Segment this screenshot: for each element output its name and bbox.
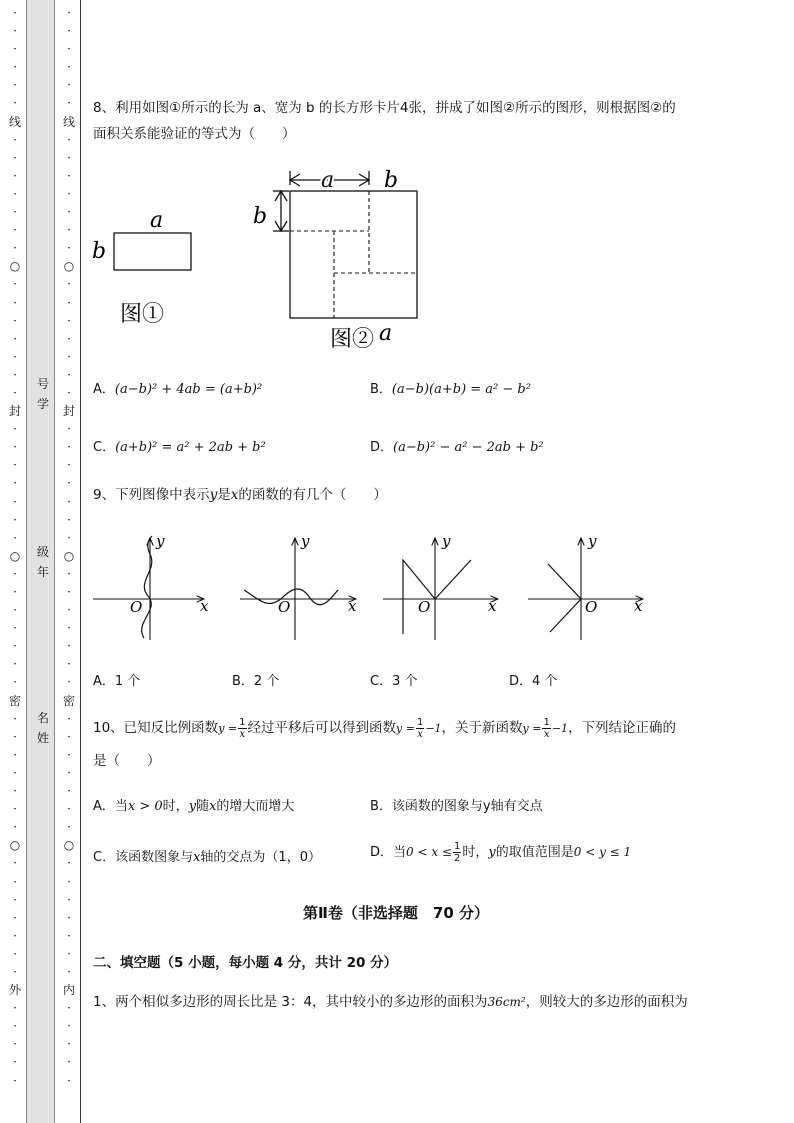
fill-q1-post: ，则较大的多边形的面积为 xyxy=(525,994,688,1010)
margin-label: 外 xyxy=(8,983,21,998)
margin-dot: · xyxy=(67,946,71,961)
margin-circle: ○ xyxy=(9,548,21,563)
margin-dot: · xyxy=(67,42,71,57)
option-a-post: 的增大而增大 xyxy=(216,799,295,814)
margin-dot: · xyxy=(67,96,71,111)
x-axis-label: x xyxy=(488,597,497,615)
margin-dot: · xyxy=(67,223,71,238)
option-c-x: x xyxy=(193,850,201,865)
margin-dot: · xyxy=(13,277,17,292)
margin-dot: · xyxy=(13,422,17,437)
margin-dot: · xyxy=(67,639,71,654)
field-char: 级 xyxy=(36,545,49,559)
graph-2 xyxy=(240,532,357,640)
y-axis-label: y xyxy=(442,532,451,550)
option-expression: (a−b)(a+b) = a² − b² xyxy=(391,382,531,397)
option-d-mid: 时， xyxy=(462,845,489,860)
margin-dot: · xyxy=(67,657,71,672)
margin-dot: · xyxy=(13,928,17,943)
q8-text-line2: 面积关系能验证的等式为（ ） xyxy=(93,126,296,142)
field-char: 学 xyxy=(36,397,49,411)
margin-dot: · xyxy=(13,820,17,835)
margin-dot: · xyxy=(67,349,71,364)
fig1-label-a: a xyxy=(150,208,164,233)
margin-dot: · xyxy=(13,512,17,527)
field-char xyxy=(34,374,52,414)
margin-label: 封 xyxy=(8,404,21,419)
margin-dot: · xyxy=(13,205,17,220)
margin-label: 内 xyxy=(62,983,75,998)
margin-dot: · xyxy=(67,1037,71,1052)
margin-dot: · xyxy=(13,675,17,690)
margin-dot: · xyxy=(13,313,17,328)
option-d-range: 0 < y ≤ 1 xyxy=(573,845,632,859)
graph-1 xyxy=(93,532,209,640)
option-d-post: 的取值范围是 xyxy=(495,845,574,860)
y-axis-label: y xyxy=(301,532,310,550)
margin-dot: · xyxy=(67,295,71,310)
y-axis-label: y xyxy=(588,532,597,550)
margin-dot: · xyxy=(13,440,17,455)
margin-dot: · xyxy=(67,331,71,346)
margin-dot: · xyxy=(13,458,17,473)
margin-dot: · xyxy=(67,385,71,400)
option-a-cond: x > 0 xyxy=(127,799,163,814)
margin-dot: · xyxy=(13,168,17,183)
margin-dot: · xyxy=(67,168,71,183)
field-name xyxy=(34,708,52,748)
origin-label: O xyxy=(278,598,291,616)
margin-dot: · xyxy=(67,458,71,473)
q10-option-c[interactable] xyxy=(93,846,321,865)
fraction-denominator: x xyxy=(239,728,246,740)
fig1-rectangle xyxy=(114,233,191,270)
fig2-label-b-top: b xyxy=(384,168,399,193)
margin-dot: · xyxy=(13,1001,17,1016)
q9-text-mid: 是 xyxy=(217,487,231,503)
fraction-denominator: x xyxy=(543,728,550,740)
fill-q1-area: 36cm² xyxy=(487,995,526,1009)
fig2-label-a-top: a xyxy=(321,168,335,193)
margin-dot: · xyxy=(67,132,71,147)
margin-dot: · xyxy=(13,60,17,75)
q8-option-b[interactable] xyxy=(370,378,531,397)
margin-dot: · xyxy=(13,42,17,57)
option-c-post: 轴的交点为（1，0） xyxy=(200,850,321,865)
fig1-label-b: b xyxy=(92,239,107,264)
q10-option-d[interactable] xyxy=(370,838,631,867)
margin-dot: · xyxy=(67,422,71,437)
margin-dot: · xyxy=(13,349,17,364)
margin-dot: · xyxy=(13,150,17,165)
q9-option-d[interactable]: D．4 个 xyxy=(509,674,558,689)
fraction-numerator: 1 xyxy=(416,716,424,728)
margin-dot: · xyxy=(67,24,71,39)
field-grade xyxy=(34,542,52,582)
margin-dot: · xyxy=(13,729,17,744)
q9-option-c[interactable]: C．3 个 xyxy=(370,674,418,689)
margin-dot: · xyxy=(13,603,17,618)
margin-dot: · xyxy=(13,331,17,346)
margin-dot: · xyxy=(67,964,71,979)
margin-dot: · xyxy=(13,186,17,201)
margin-circle: ○ xyxy=(63,838,75,853)
margin-dot: · xyxy=(67,313,71,328)
outer-dotted-column xyxy=(8,4,22,1090)
option-c-pre: C．该函数图象与 xyxy=(93,850,194,865)
q10-eq3-right: −1 xyxy=(551,722,569,735)
margin-dot: · xyxy=(13,910,17,925)
field-char: 姓 xyxy=(36,731,49,745)
y-axis-label: y xyxy=(156,532,165,550)
margin-dot: · xyxy=(13,711,17,726)
fill-q1-text: 1、两个相似多边形的周长比是 3：4，其中较小的多边形的面积为 xyxy=(93,994,488,1010)
margin-dot: · xyxy=(67,6,71,20)
q8-figure-2 xyxy=(248,163,428,353)
margin-dot: · xyxy=(67,765,71,780)
option-label: C． xyxy=(93,440,116,455)
margin-dot: · xyxy=(13,856,17,871)
margin-dot: · xyxy=(67,874,71,889)
fig2-label-b-left: b xyxy=(253,204,268,229)
option-d-pre: D．当 xyxy=(370,845,407,860)
binding-line xyxy=(80,0,81,1123)
margin-dot: · xyxy=(13,295,17,310)
q10-part4: ，下列结论正确的 xyxy=(568,720,677,736)
margin-label: 密 xyxy=(62,693,75,708)
margin-dot: · xyxy=(67,928,71,943)
margin-dot: · xyxy=(13,765,17,780)
margin-dot: · xyxy=(13,223,17,238)
margin-dot: · xyxy=(67,1055,71,1070)
fraction-denominator: x xyxy=(417,728,423,740)
margin-dot: · xyxy=(67,729,71,744)
binding-margin xyxy=(0,0,84,1123)
q8-figure-1 xyxy=(88,205,203,330)
margin-dot: · xyxy=(67,585,71,599)
q8-option-c[interactable] xyxy=(93,436,266,455)
margin-dot: · xyxy=(13,1055,17,1070)
option-d-fraction xyxy=(453,841,461,864)
margin-dot: · xyxy=(13,78,17,93)
margin-label: 封 xyxy=(62,404,75,419)
q10-eq3-left: y = xyxy=(522,722,542,735)
field-char xyxy=(34,708,52,748)
margin-dot: · xyxy=(67,241,71,256)
margin-circle: ○ xyxy=(9,259,21,274)
margin-dot: · xyxy=(67,747,71,762)
margin-dot: · xyxy=(67,60,71,75)
q10-eq1-fraction xyxy=(238,717,246,740)
margin-dot: · xyxy=(13,1073,17,1088)
margin-dot: · xyxy=(67,530,71,545)
fig2-caption: 图② xyxy=(330,327,375,352)
origin-label: O xyxy=(585,598,598,616)
margin-dot: · xyxy=(67,1001,71,1016)
margin-dot: · xyxy=(13,747,17,762)
margin-label: 线 xyxy=(62,114,75,129)
q9-option-b[interactable]: B．2 个 xyxy=(232,674,280,689)
margin-dot: · xyxy=(67,711,71,726)
margin-dot: · xyxy=(13,802,17,817)
margin-dot: · xyxy=(13,946,17,961)
margin-dot: · xyxy=(13,892,17,907)
margin-circle: ○ xyxy=(63,548,75,563)
graph-3 xyxy=(383,532,498,640)
margin-circle: ○ xyxy=(63,259,75,274)
margin-dot: · xyxy=(67,856,71,871)
margin-dot: · xyxy=(13,530,17,545)
x-axis-label: x xyxy=(200,597,209,615)
margin-dot: · xyxy=(13,1019,17,1034)
margin-dot: · xyxy=(67,802,71,817)
margin-dot: · xyxy=(67,566,71,581)
q10-option-b[interactable]: B．该函数的图象与y轴有交点 xyxy=(370,799,543,814)
option-label: A． xyxy=(93,382,115,397)
margin-dot: · xyxy=(67,892,71,907)
option-a-mid2: 随 xyxy=(196,799,210,814)
margin-circle: ○ xyxy=(9,838,21,853)
option-d-y: y xyxy=(488,845,496,860)
fraction-numerator: 1 xyxy=(239,716,246,728)
fill-in-question-1 xyxy=(93,992,688,1012)
field-char: 号 xyxy=(36,377,49,391)
margin-dot: · xyxy=(67,621,71,636)
margin-dot: · xyxy=(67,78,71,93)
fraction-numerator: 1 xyxy=(543,716,550,728)
origin-label: O xyxy=(130,598,143,616)
option-a-y: y xyxy=(188,799,197,814)
q10-part1: 10、已知反比例函数 xyxy=(93,720,219,736)
margin-dot: · xyxy=(67,820,71,835)
q10-eq1-left: y = xyxy=(218,722,238,735)
margin-dot: · xyxy=(13,585,17,599)
option-label: B． xyxy=(370,382,392,397)
option-d-cond-left: 0 < x ≤ xyxy=(406,845,452,859)
margin-dot: · xyxy=(67,205,71,220)
x-axis-label: x xyxy=(348,597,357,615)
margin-dot: · xyxy=(13,132,17,147)
fill-in-section-heading: 二、填空题（5 小题，每小题 4 分，共计 20 分） xyxy=(93,955,398,971)
option-a-x: x xyxy=(209,799,217,814)
margin-dot: · xyxy=(13,24,17,39)
margin-dot: · xyxy=(13,1037,17,1052)
origin-label: O xyxy=(418,598,431,616)
graph-4 xyxy=(528,532,643,640)
q10-eq2-left: y = xyxy=(396,722,415,735)
margin-dot: · xyxy=(13,964,17,979)
fig1-caption: 图① xyxy=(120,302,165,327)
q9-text-post: 的函数的有几个（ ） xyxy=(238,487,387,503)
q9-var-x: x xyxy=(230,487,239,503)
option-a-mid: 时， xyxy=(162,799,189,814)
margin-label: 密 xyxy=(8,693,21,708)
margin-dot: · xyxy=(13,494,17,509)
margin-dot: · xyxy=(13,874,17,889)
margin-dot: · xyxy=(67,910,71,925)
inner-dotted-column xyxy=(62,4,76,1090)
margin-dot: · xyxy=(13,385,17,400)
q9-graphs xyxy=(88,530,658,645)
q10-eq3-fraction xyxy=(542,717,550,740)
q10-text-line2: 是（ ） xyxy=(93,753,161,769)
fig2-label-a-bottom: a xyxy=(379,321,393,346)
margin-dot: · xyxy=(67,440,71,455)
q10-eq2-fraction xyxy=(416,717,424,740)
q9-option-a[interactable]: A．1 个 xyxy=(93,674,141,689)
q9-var-y: y xyxy=(209,487,218,503)
q10-option-a[interactable] xyxy=(93,795,294,814)
option-expression: (a+b)² = a² + 2ab + b² xyxy=(115,440,266,455)
margin-dot: · xyxy=(67,512,71,527)
option-label: D． xyxy=(370,440,394,455)
fraction-denominator: 2 xyxy=(453,853,461,864)
q8-option-d[interactable] xyxy=(370,436,544,455)
margin-dot: · xyxy=(67,1019,71,1034)
margin-dot: · xyxy=(13,621,17,636)
field-char: 年 xyxy=(36,565,49,579)
q9-text-pre: 9、下列图像中表示 xyxy=(93,487,210,503)
margin-dot: · xyxy=(67,150,71,165)
q10-eq2-right: −1 xyxy=(425,722,442,735)
margin-dot: · xyxy=(67,675,71,690)
part2-title: 第Ⅱ卷（非选择题 70 分） xyxy=(303,904,489,922)
field-student-number xyxy=(34,374,52,414)
margin-dot: · xyxy=(67,1073,71,1088)
margin-dot: · xyxy=(13,657,17,672)
margin-dot: · xyxy=(67,603,71,618)
margin-dot: · xyxy=(67,476,71,491)
q8-option-a[interactable] xyxy=(93,378,262,397)
margin-dot: · xyxy=(13,367,17,382)
margin-dot: · xyxy=(13,6,17,20)
x-axis-label: x xyxy=(634,597,643,615)
q8-text-line1: 8、利用如图①所示的长为 a、宽为 b 的长方形卡片4张，拼成了如图②所示的图形，则根据图②的 xyxy=(93,100,676,116)
fig2-big-square xyxy=(290,191,417,318)
margin-dot: · xyxy=(67,277,71,292)
margin-dot: · xyxy=(67,494,71,509)
margin-dot: · xyxy=(13,566,17,581)
margin-label: 线 xyxy=(8,114,21,129)
margin-dot: · xyxy=(67,784,71,799)
q9-text xyxy=(93,485,387,505)
margin-dot: · xyxy=(13,241,17,256)
margin-dot: · xyxy=(67,367,71,382)
margin-dot: · xyxy=(13,784,17,799)
option-expression: (a−b)² − a² − 2ab + b² xyxy=(393,440,544,455)
q10-text-line1 xyxy=(93,714,676,743)
q10-part3: ，关于新函数 xyxy=(441,720,523,736)
option-a-pre: A．当 xyxy=(93,799,128,814)
margin-dot: · xyxy=(13,96,17,111)
option-expression: (a−b)² + 4ab = (a+b)² xyxy=(114,382,263,397)
field-char xyxy=(34,542,52,582)
margin-dot: · xyxy=(13,476,17,491)
fraction-numerator: 1 xyxy=(453,841,461,852)
q10-part2: 经过平移后可以得到函数 xyxy=(247,720,396,736)
margin-dot: · xyxy=(13,639,17,654)
margin-dot: · xyxy=(67,186,71,201)
field-char: 名 xyxy=(36,711,49,725)
